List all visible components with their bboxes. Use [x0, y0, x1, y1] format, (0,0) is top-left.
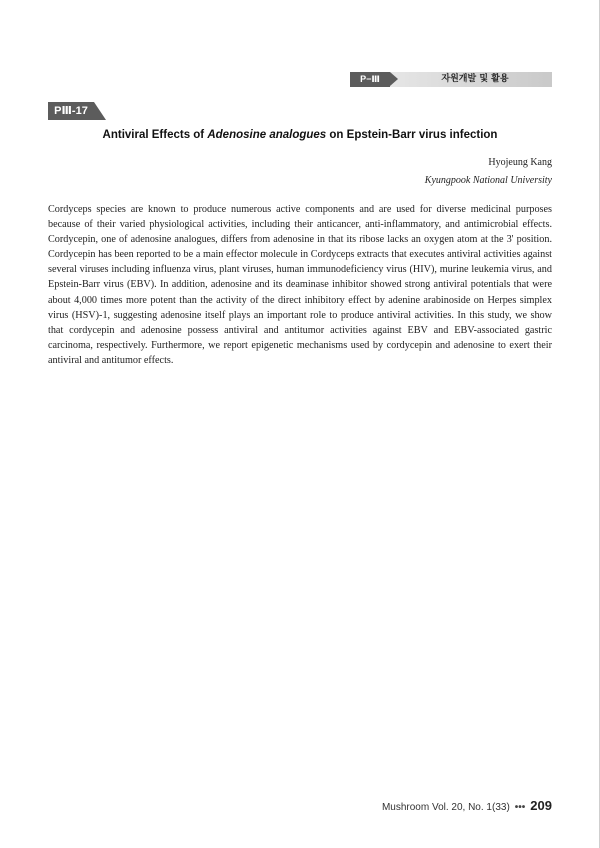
- abstract-text: Cordyceps species are known to produce numerous active components and are used for diverse medicinal purposes because of their varied physiological activities, including their anticancer, anti-inflammatory, and antimicrobial effects. Cordycepin, one of adenosine analogues, differs from adenosine in that its ribose lacks an oxygen atom at the 3' position. Cordycepin has been reported to be a main effector molecule in Cordyceps extracts that executes antiviral activities against several viruses including influenza virus, plant viruses, human immunodeficiency virus (HIV), murine leukemia virus, and Epstein-Barr virus (EBV). In addition, adenosine and its deaminase inhibitor showed strong antiviral potentials that were about 4,000 times more potent than the activity of the direct inhibitory effect by adenine arabinoside on Herpes simplex virus (HSV)-1, suggesting adenosine itself plays an important role to produce antiviral activities. In this study, we show that cordycepin and adenosine possess antiviral and antitumor activities against EBV and EBV-associated gastric carcinoma, respectively. Furthermore, we report epigenetic mechanisms used by cordycepin and adenosine to exert their antiviral and antitumor effects.: [48, 204, 552, 366]
- footer-dots: •••: [514, 802, 526, 813]
- title-part-1: Antiviral Effects of: [102, 129, 208, 141]
- page-number: 209: [530, 798, 552, 813]
- section-arrow-icon: [390, 72, 398, 86]
- paper-title: [48, 129, 552, 141]
- title-italic-part: Adenosine analogues: [207, 129, 327, 141]
- author-affiliation: Kyungpook National University: [424, 175, 552, 186]
- section-code: P−Ⅲ: [350, 72, 390, 87]
- journal-citation: Mushroom Vol. 20, No. 1(33): [381, 802, 510, 813]
- title-part-2: on Epstein-Barr virus infection: [326, 129, 498, 141]
- poster-badge-label: PⅢ-17: [48, 102, 94, 120]
- section-header: [350, 72, 552, 87]
- author-name: Hyojeung Kang: [488, 157, 552, 168]
- badge-tail-shape: [94, 102, 106, 120]
- page-footer: [382, 798, 552, 814]
- section-title: 자원개발 및 활용: [390, 72, 552, 87]
